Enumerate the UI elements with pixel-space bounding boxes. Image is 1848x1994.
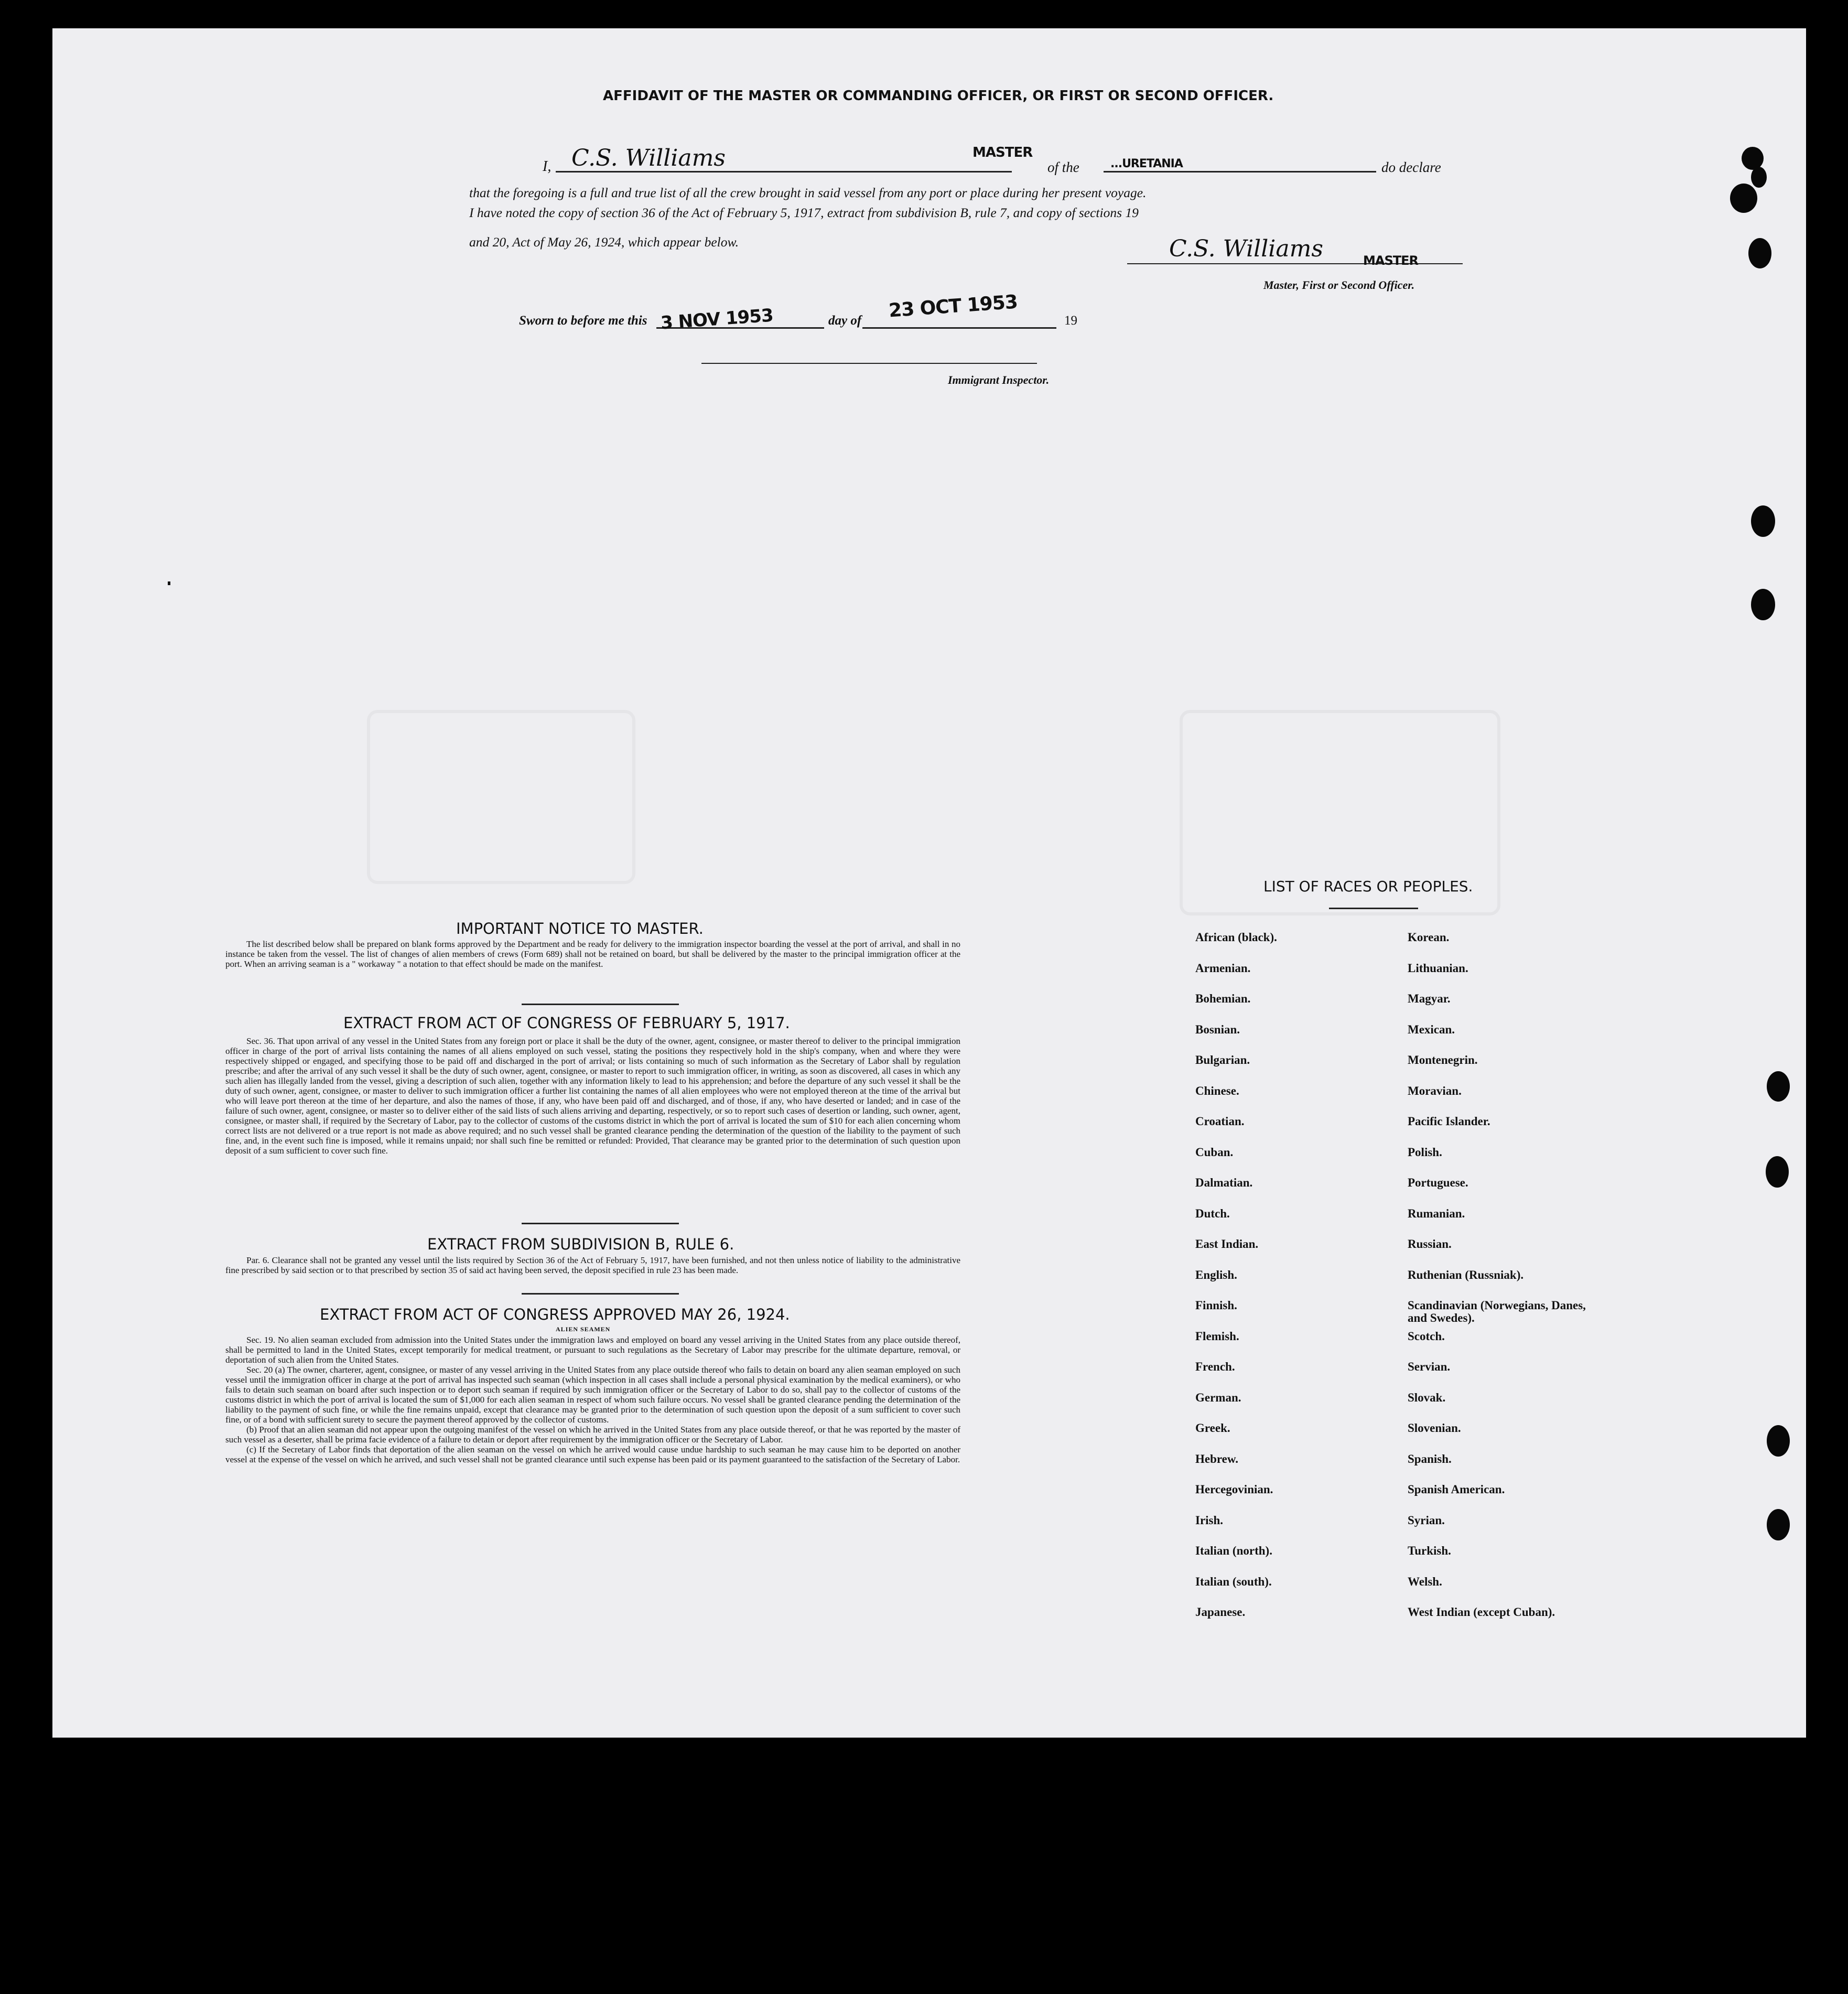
section-divider: [522, 1223, 679, 1224]
race-entry: Moravian.: [1408, 1084, 1462, 1097]
race-entry: Italian (south).: [1195, 1575, 1272, 1588]
race-entry: Italian (north).: [1195, 1544, 1272, 1557]
race-entry: Lithuanian.: [1408, 961, 1468, 975]
punch-hole: [1751, 505, 1775, 537]
i-prefix: I,: [543, 158, 552, 175]
affidavit-line-2: that the foregoing is a full and true list of all the crew brought in said vessel from any port or place during her present voyage.: [469, 185, 1147, 200]
races-title-underline: [1329, 908, 1418, 909]
extract-1917-body: [225, 1036, 960, 1156]
punch-hole: [1748, 238, 1771, 268]
extract-rule6-body: [225, 1255, 960, 1275]
inspector-signature-line: [701, 363, 1037, 364]
race-entry: Cuban.: [1195, 1145, 1234, 1159]
punch-hole: [1767, 1071, 1790, 1102]
extract-rule6-title: EXTRACT FROM SUBDIVISION B, RULE 6.: [427, 1235, 734, 1253]
race-entry: Flemish.: [1195, 1329, 1239, 1343]
race-entry: Welsh.: [1408, 1575, 1442, 1588]
race-entry: Hercegovinian.: [1195, 1483, 1273, 1496]
race-entry: Scotch.: [1408, 1329, 1445, 1343]
race-entry: African (black).: [1195, 931, 1277, 944]
punch-hole: [1751, 167, 1767, 188]
race-entry: Bulgarian.: [1195, 1053, 1250, 1066]
extract-1924-subtitle: ALIEN SEAMEN: [556, 1325, 611, 1333]
race-entry: Armenian.: [1195, 961, 1251, 975]
race-entry: Spanish American.: [1408, 1483, 1505, 1496]
notice-title: IMPORTANT NOTICE TO MASTER.: [456, 920, 704, 937]
punch-hole: [1767, 1425, 1790, 1457]
extract-rule6-paragraph: Par. 6. Clearance shall not be granted any vessel until the lists required by Section 36 of the Act of February 5, 1917, have been furnished, and not then unless notice of liability to the administrative fine prescribed by said section or to that prescribed by section 35 of said act having been served, the deposit specified in rule 23 has been made.: [225, 1255, 960, 1275]
race-entry: Hebrew.: [1195, 1452, 1238, 1465]
race-entry: Dalmatian.: [1195, 1176, 1253, 1189]
affidavit-line-4: and 20, Act of May 26, 1924, which appear below.: [469, 234, 739, 250]
sworn-prefix: Sworn to before me this: [519, 314, 647, 328]
race-entry: Bohemian.: [1195, 992, 1251, 1005]
section-divider: [522, 1293, 679, 1295]
punch-hole: [1751, 589, 1775, 620]
race-entry: Japanese.: [1195, 1605, 1246, 1619]
race-entry: Dutch.: [1195, 1206, 1230, 1220]
race-entry: Portuguese.: [1408, 1176, 1468, 1189]
race-entry: Scandinavian (Norwegians, Danes, and Swedes).: [1408, 1299, 1586, 1324]
section-20a-paragraph: Sec. 20 (a) The owner, charterer, agent, consignee, or master of any vessel arriving in the United States from any place outside thereof who fails to detain on board any alien seaman employed on such vessel until the immigration officer in charge at the port of arrival has inspected such seaman (which inspection in all cases shall include a personal physical examination by the medical examiners), or who fails to detain such seaman on board after such inspection or to deport such seaman if required by such immigration officer or the Secretary of Labor to do so, shall pay to the collector of customs of the customs district in which the port of arrival is located the sum of $1,000 for each alien seaman in respect of whom such failure occurs. No vessel shall be granted clearance pending the determination of the liability to the payment of such fine, or while the fine remains unpaid, except that clearance may be granted prior to the determination of such question upon the deposit of a sum sufficient to cover such fine, or of a bond with sufficient surety to secure the payment thereof approved by the collector of customs.: [225, 1365, 960, 1425]
race-entry: East Indian.: [1195, 1237, 1259, 1251]
month-stamp: 23 OCT 1953: [888, 291, 1019, 322]
race-entry: Bosnian.: [1195, 1022, 1240, 1036]
sworn-date-stamp: 3 NOV 1953: [660, 305, 774, 334]
race-entry: Turkish.: [1408, 1544, 1451, 1557]
race-entry: Finnish.: [1195, 1299, 1237, 1312]
race-entry: West Indian (except Cuban).: [1408, 1605, 1555, 1619]
extract-1917-title: EXTRACT FROM ACT OF CONGRESS OF FEBRUARY 5, 1917.: [343, 1014, 790, 1032]
race-entry: Croatian.: [1195, 1115, 1245, 1128]
officer-caption: Master, First or Second Officer.: [1263, 278, 1415, 292]
race-entry: Pacific Islander.: [1408, 1115, 1490, 1128]
notice-paragraph: The list described below shall be prepared on blank forms approved by the Department and be ready for delivery to the immigration inspector boarding the vessel at the port of arrival, and shall in no instance be taken from the vessel. The list of changes of alien members of crews (Form 689) shall not be retained on board, but shall be delivered by the master to the principal immigration officer at the port. When an arriving seaman is a " workaway " a notation to that effect should be made on the manifest.: [225, 939, 960, 969]
race-entry: Russian.: [1408, 1237, 1452, 1251]
officer-signature: C.S. Williams: [1169, 235, 1323, 262]
race-entry: Mexican.: [1408, 1022, 1455, 1036]
race-entry: Rumanian.: [1408, 1206, 1465, 1220]
year-suffix: 19: [1064, 314, 1077, 328]
punch-hole: [1766, 1156, 1789, 1188]
do-declare-label: do declare: [1381, 159, 1441, 175]
race-entry: Slovenian.: [1408, 1421, 1461, 1435]
race-entry: Polish.: [1408, 1145, 1442, 1159]
extract-1917-paragraph: Sec. 36. That upon arrival of any vessel in the United States from any foreign port or place it shall be the duty of the owner, agent, consignee, or master thereof to deliver to the principal immigration officer in charge of the port of arrival lists containing the names of all aliens employed on such vessel, stating the positions they respectively hold in the ship's company, when and where they were respectively shipped or engaged, and specifying those to be paid off and discharged in the port of arrival; or lists containing so much of such information as the Secretary of Labor shall by regulation prescribe; and after the arrival of any such vessel it shall be the duty of such owner, agent, consignee, or master to report to such immigration officer, in writing, as soon as discovered, all cases in which any such alien has illegally landed from the vessel, giving a description of such alien, together with any information likely to lead to his apprehension; and before the departure of any such vessel it shall be the duty of such owner, agent, consignee, or master to deliver to such immigration officer a further list containing the names of all alien employees who were not employed thereon at the time of the arrival but who will leave port thereon at the time of her departure, and also the names of those, if any, who have been paid off and discharged, and of those, if any, who have deserted or landed; and in case of the failure of such owner, agent, consignee, or master so to deliver either of the said lists of such aliens arriving and departing, respectively, or so to report such cases of desertion or landing, such owner, agent, consignee, or master shall, if required by the Secretary of Labor, pay to the collector of customs of the customs district in which the port of arrival is located the sum of $10 for each alien concerning whom correct lists are not delivered or a true report is not made as above required; and no such vessel shall be granted clearance pending the determination of the question of the liability to the payment of such fine, and, in the event such fine is imposed, while it remains unpaid; nor shall such fine be remitted or refunded: Provided, That clearance may be granted prior to the determination of such question upon deposit of a sum sufficient to cover such fine.: [225, 1036, 960, 1156]
vessel-line: [1104, 171, 1376, 173]
race-entry: Slovak.: [1408, 1391, 1446, 1404]
rank-stamp: MASTER: [972, 145, 1033, 160]
race-entry: Greek.: [1195, 1421, 1230, 1435]
month-line: [862, 327, 1056, 329]
margin-mark: [168, 581, 170, 585]
race-entry: Syrian.: [1408, 1513, 1445, 1527]
section-20c-paragraph: (c) If the Secretary of Labor finds that deportation of the alien seaman on the vessel on which he arrived would cause undue hardship to such seaman he may cause him to be deported on another vessel at the expense of the vessel on which he arrived, and such vessel shall not be granted clearance until such expense has been paid or its payment guaranteed to the satisfaction of the Secretary of Labor.: [225, 1445, 960, 1464]
vessel-name-stamp: ...URETANIA: [1110, 157, 1183, 170]
extract-1924-title: EXTRACT FROM ACT OF CONGRESS APPROVED MAY 26, 1924.: [320, 1306, 790, 1323]
officer-rank-stamp: MASTER: [1363, 253, 1418, 268]
race-entry: Ruthenian (Russniak).: [1408, 1268, 1524, 1281]
section-20b-paragraph: (b) Proof that an alien seaman did not appear upon the outgoing manifest of the vessel on which he arrived in the United States from any place outside thereof, or that he was reported by the master of such vessel as a deserter, shall be prima facie evidence of a failure to detain or deport after requirement by the immigration officer or the Secretary of Labor.: [225, 1425, 960, 1445]
day-of-label: day of: [828, 314, 862, 328]
race-entry: English.: [1195, 1268, 1237, 1281]
of-the-label: of the: [1047, 159, 1079, 175]
punch-hole: [1767, 1509, 1790, 1540]
affidavit-line-3: I have noted the copy of section 36 of the Act of February 5, 1917, extract from subdivision B, rule 7, and copy of sections 19: [469, 205, 1139, 220]
document-page: [52, 28, 1806, 1738]
affidavit-title: AFFIDAVIT OF THE MASTER OR COMMANDING OFFICER, OR FIRST OR SECOND OFFICER.: [603, 88, 1274, 104]
race-entry: Spanish.: [1408, 1452, 1452, 1465]
race-entry: German.: [1195, 1391, 1241, 1404]
race-entry: Korean.: [1408, 931, 1450, 944]
race-entry: Servian.: [1408, 1360, 1451, 1373]
race-entry: Magyar.: [1408, 992, 1451, 1005]
races-title: LIST OF RACES OR PEOPLES.: [1263, 878, 1473, 895]
bleed-through-watermark: [367, 710, 635, 884]
notice-body: [225, 939, 960, 969]
section-19-paragraph: Sec. 19. No alien seaman excluded from admission into the United States under the immigration laws and employed on board any vessel arriving in the United States from any place outside thereof, shall be permitted to land in the United States, except temporarily for medical treatment, or pursuant to such regulations as the Secretary of Labor may prescribe for the ultimate departure, removal, or deportation of such alien from the United States.: [225, 1335, 960, 1365]
race-entry: Irish.: [1195, 1513, 1224, 1527]
punch-hole: [1730, 184, 1757, 213]
race-entry: French.: [1195, 1360, 1235, 1373]
extract-1924-body: [225, 1335, 960, 1464]
master-signature: C.S. Williams: [571, 145, 726, 171]
race-entry: Montenegrin.: [1408, 1053, 1478, 1066]
section-divider: [522, 1004, 679, 1005]
race-entry: Chinese.: [1195, 1084, 1239, 1097]
inspector-caption: Immigrant Inspector.: [948, 373, 1050, 386]
